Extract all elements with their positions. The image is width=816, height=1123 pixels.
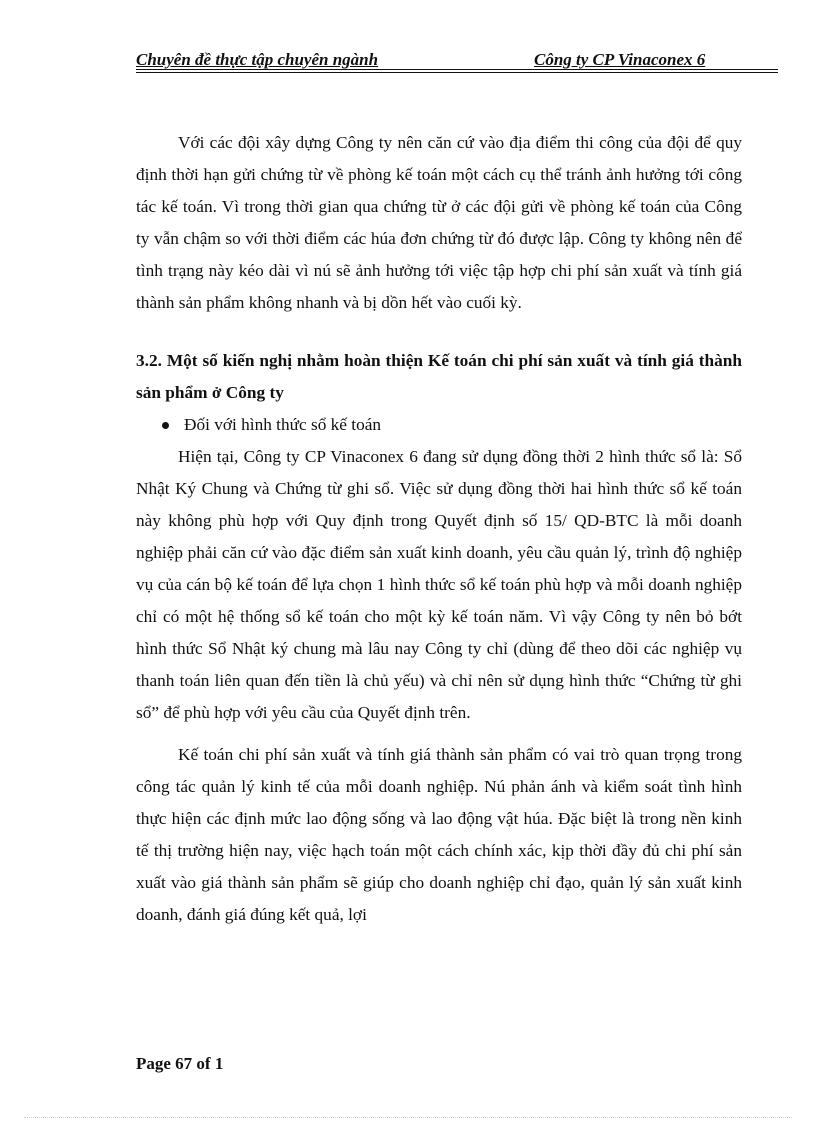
- page-header: [136, 50, 778, 70]
- header-rule-top: [136, 69, 778, 70]
- bullet-dot-icon: [162, 422, 169, 429]
- header-right-title: Công ty CP Vinaconex 6: [534, 50, 706, 69]
- section-heading: 3.2. Một số kiến nghị nhằm hoàn thiện Kế toán chi phí sản xuất và tính giá thành sản phẩm ở Công ty: [136, 351, 742, 402]
- paragraph-2: Hiện tại, Công ty CP Vinaconex 6 đang sử dụng đồng thời 2 hình thức sổ là: Sổ Nhật Ký Chung và Chứng từ ghi sổ. Việc sử dụng đồng thời hai hình thức sổ kế toán này không phù hợp với Quy định trong Quyết định số 15/ QD-BTC là mỗi doanh nghiệp phải căn cứ vào đặc điểm sản xuất kinh doanh, yêu cầu quản lý, trình độ nghiệp vụ của cán bộ kế toán để lựa chọn 1 hình thức sổ kế toán phù hợp và mỗi doanh nghiệp chỉ có một hệ thống sổ kế toán cho một kỳ kế toán năm. Vì vậy Công ty nên bỏ bớt hình thức Sổ Nhật ký chung mà lâu nay Công ty chỉ (dùng để theo dõi các nghiệp vụ thanh toán liên quan đến tiền là chủ yếu) và chỉ nên sử dụng hình thức “Chứng từ ghi sổ” để phù hợp với yêu cầu của Quyết định trên.: [136, 447, 742, 722]
- document-body: [136, 127, 742, 931]
- paragraph-3: Kế toán chi phí sản xuất và tính giá thành sản phẩm có vai trò quan trọng trong công tác quản lý kinh tế của mỗi doanh nghiệp. Nú phản ánh và kiểm soát tình hình thực hiện các định mức lao động sống và lao động vật húa. Đặc biệt là trong nền kinh tế thị trường hiện nay, việc hạch toán một cách chính xác, kịp thời đầy đủ chi phí sản xuất vào giá thành sản phẩm sẽ giúp cho doanh nghiệp chỉ đạo, quản lý sản xuất kinh doanh, đánh giá đúng kết quả, lợi: [136, 745, 742, 924]
- header-rule-bottom: [136, 72, 778, 73]
- bullet-item: [136, 409, 742, 441]
- page-number: Page 67 of 1: [136, 1054, 224, 1073]
- page-bottom-divider: [24, 1117, 792, 1118]
- header-left-title: Chuyên đề thực tập chuyên ngành: [136, 50, 379, 69]
- bullet-item-text: Đối với hình thức sổ kế toán: [184, 415, 382, 434]
- paragraph-1: Với các đội xây dựng Công ty nên căn cứ vào địa điểm thi công của đội để quy định thời hạn gửi chứng từ về phòng kế toán một cách cụ thể tránh ảnh hưởng tới công tác kế toán. Vì trong thời gian qua chứng từ ở các đội gửi về phòng kế toán của Công ty vẫn chậm so với thời điểm các húa đơn chứng từ đó được lập. Công ty không nên để tình trạng này kéo dài vì nú sẽ ảnh hưởng tới việc tập hợp chi phí sản xuất và tính giá thành sản phẩm không nhanh và bị dồn hết vào cuối kỳ.: [136, 133, 742, 312]
